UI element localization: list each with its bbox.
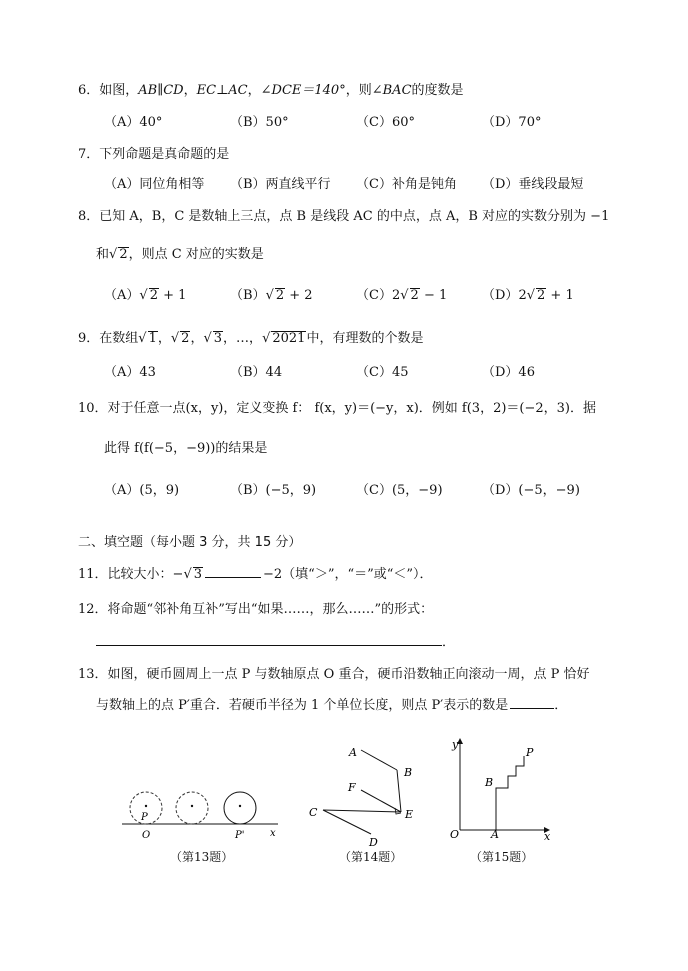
q13-stem-line2: 与数轴上的点 P′重合．若硬币半径为 1 个单位长度，则点 P′表示的数是 ． <box>96 698 568 713</box>
fig14-label-b: B <box>404 766 413 779</box>
q9-option-b: （B）44 <box>230 365 283 380</box>
fig14-label-d: D <box>369 836 378 849</box>
q8-stem-line1: 8．已知 A，B，C 是数轴上三点，点 B 是线段 AC 的中点，点 A，B 对应的实数分别为 −1 <box>78 209 610 224</box>
q8-option-b: （B）√ 2 + 2 <box>230 287 313 305</box>
q7-option-a: （A）同位角相等 <box>104 177 205 192</box>
q6-option-c: （C）60° <box>356 115 415 130</box>
fig15-label-a: A <box>491 828 499 841</box>
q6-option-b: （B）50° <box>230 115 289 130</box>
fig14-caption: （第14题） <box>339 850 403 864</box>
q8-stem-line2: 和√ 2，则点 C 对应的实数是 <box>96 246 264 264</box>
fig15-label-p: P <box>526 746 534 759</box>
figure-14 <box>305 740 425 850</box>
q7-option-d: （D）垂线段最短 <box>482 177 584 192</box>
fig14-label-f: F <box>348 781 356 794</box>
q9-option-a: （A）43 <box>104 365 156 380</box>
q10-stem-line1: 10．对于任意一点(x，y)，定义变换 f： f(x，y)＝(−y，x)．例如 f(3，2)＝(−2，3)．据 <box>78 401 596 416</box>
q10-option-d: （D）(−5，−9) <box>482 483 580 498</box>
q9-option-d: （D）46 <box>482 365 535 380</box>
q9-option-c: （C）45 <box>356 365 409 380</box>
q11-answer-blank[interactable] <box>205 577 261 578</box>
coin-solid <box>224 792 256 824</box>
q13-answer-blank[interactable] <box>510 708 554 709</box>
fig15-label-x: x <box>544 830 551 842</box>
fig14-label-c: C <box>309 806 318 819</box>
coin-dashed-2 <box>176 792 208 824</box>
q12-answer-line: ． <box>96 634 455 652</box>
fig14-label-a: A <box>349 746 357 759</box>
fig13-caption: （第13题） <box>170 850 234 864</box>
q13-stem-line1: 13．如图，硬币圆周上一点 P 与数轴原点 O 重合，硬币沿数轴正向滚动一周，点 P 恰好 <box>78 667 590 682</box>
q11-stem: 11．比较大小：−√ 3 −2（填“＞”，“＝”或“＜”）． <box>78 566 433 584</box>
fig15-label-b: B <box>485 776 494 789</box>
sqrt-2: 2 <box>119 247 128 262</box>
q12-stem: 12．将命题“邻补角互补”写出“如果……，那么……”的形式： <box>78 602 434 617</box>
fig15-label-o: O <box>450 828 460 841</box>
q7-stem: 7．下列命题是真命题的是 <box>78 147 230 162</box>
q7-option-c: （C）补角是钝角 <box>356 177 457 192</box>
section-heading-fill-in: 二、填空题（每小题 3 分，共 15 分） <box>78 535 302 550</box>
fig14-label-e: E <box>405 808 414 821</box>
q10-option-a: （A）(5，9) <box>104 483 180 498</box>
fig15-caption: （第15题） <box>470 850 534 864</box>
q6-option-d: （D）70° <box>482 115 542 130</box>
fig13-label-p: P <box>141 812 148 823</box>
figure-15 <box>444 734 554 842</box>
fig13-label-o: O <box>142 830 151 841</box>
q10-option-c: （C）(5，−9) <box>356 483 443 498</box>
q12-answer-blank[interactable] <box>96 645 442 646</box>
q10-stem-line2: 此得 f(f(−5，−9))的结果是 <box>104 441 268 456</box>
figure-13 <box>118 784 288 844</box>
q6-stem: 6．如图，AB∥CD，EC⊥AC，∠DCE＝140°，则∠BAC的度数是 <box>78 83 464 98</box>
q6-option-a: （A）40° <box>104 115 163 130</box>
q10-option-b: （B）(−5，9) <box>230 483 317 498</box>
q8-option-c: （C）2√ 2 − 1 <box>356 287 447 305</box>
fig13-label-x: x <box>270 828 276 839</box>
q9-stem: 9．在数组√ 1，√ 2，√ 3，…，√ 2021中，有理数的个数是 <box>78 330 423 348</box>
q8-option-a: （A）√ 2 + 1 <box>104 287 186 305</box>
fig15-label-y: y <box>452 738 459 751</box>
q8-option-d: （D）2√ 2 + 1 <box>482 287 574 305</box>
fig13-label-p2: P' <box>235 830 245 841</box>
q7-option-b: （B）两直线平行 <box>230 177 331 192</box>
